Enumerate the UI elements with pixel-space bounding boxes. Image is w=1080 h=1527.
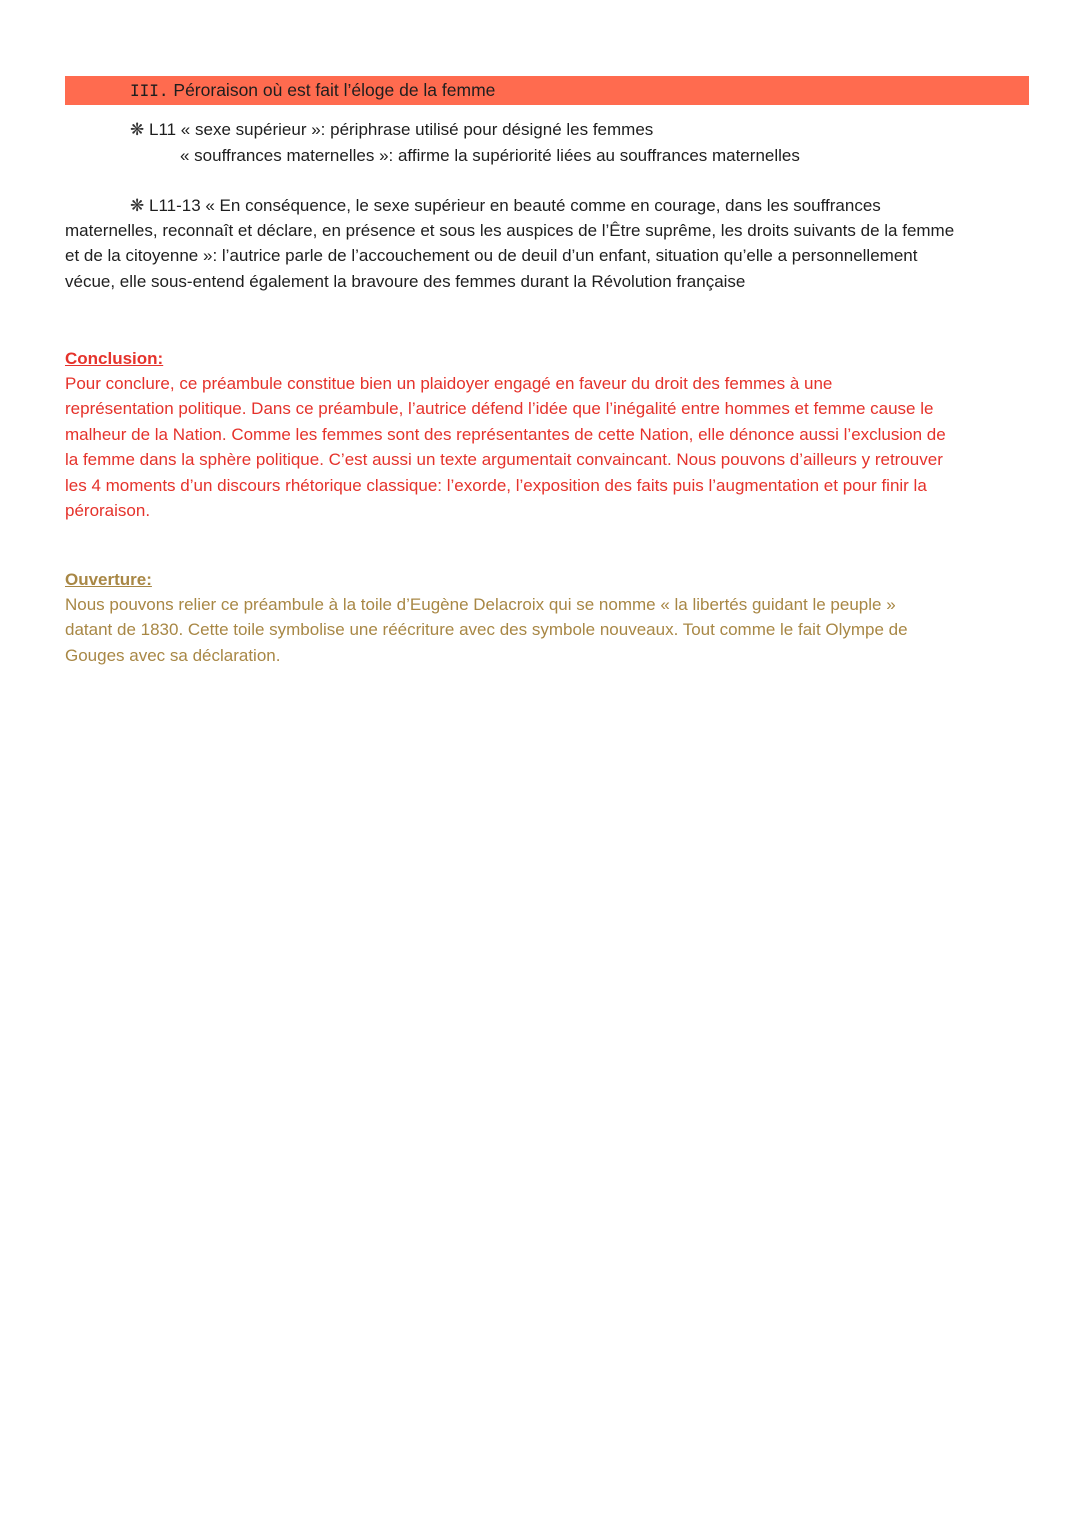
paragraph-line: Nous pouvons relier ce préambule à la toile d’Eugène Delacroix qui se nomme « la libertés guidant le peuple »: [65, 595, 896, 614]
paragraph-line: la femme dans la sphère politique. C’est aussi un texte argumentait convaincant. Nous pouvons d’ailleurs y retrouver: [65, 450, 943, 470]
bullet-item: [130, 117, 653, 142]
paragraph-line: Gouges avec sa déclaration.: [65, 645, 281, 665]
paragraph-line: malheur de la Nation. Comme les femmes sont des représentantes de cette Nation, elle dénonce aussi l’exclusion de: [65, 424, 946, 444]
asterisk-icon: ❋: [130, 120, 145, 139]
bullet-paragraph: [65, 218, 1030, 294]
paragraph-line: et de la citoyenne »: l’autrice parle de l’accouchement ou de deuil d’un enfant, situation qu’elle a personnellement: [65, 246, 918, 266]
paragraph-line: maternelles, reconnaît et déclare, en présence et sous les auspices de l’Être suprême, les droits suivants de la femme: [65, 221, 955, 240]
bullet-text: L11-13 « En conséquence, le sexe supérieur en beauté comme en courage, dans les souffrances: [148, 196, 881, 215]
section-title: [130, 80, 495, 101]
paragraph-line: péroraison.: [65, 501, 151, 521]
paragraph-line: les 4 moments d’un discours rhétorique classique: l’exorde, l’exposition des faits puis l’augmentation et pour finir la: [65, 475, 927, 495]
bullet-item: [130, 193, 881, 218]
asterisk-icon: ❋: [130, 196, 145, 215]
section-number: III.: [130, 81, 169, 100]
conclusion-paragraph: [65, 371, 1030, 523]
section-title-text: Péroraison où est fait l’éloge de la femme: [173, 80, 496, 100]
paragraph-line: Pour conclure, ce préambule constitue bien un plaidoyer engagé en faveur du droit des femmes à une: [65, 374, 833, 393]
ouverture-paragraph: [65, 592, 1030, 668]
section-banner: [65, 76, 1029, 105]
paragraph-line: vécue, elle sous-entend également la bravoure des femmes durant la Révolution française: [65, 271, 746, 291]
bullet-continuation: « souffrances maternelles »: affirme la supériorité liées au souffrances maternelles: [180, 146, 800, 165]
conclusion-heading: Conclusion:: [65, 349, 164, 368]
paragraph-line: représentation politique. Dans ce préambule, l’autrice défend l’idée que l’inégalité entre hommes et femme cause le: [65, 399, 934, 419]
ouverture-heading: Ouverture:: [65, 570, 152, 589]
paragraph-line: datant de 1830. Cette toile symbolise une réécriture avec des symbole nouveaux. Tout comme le fait Olympe de: [65, 620, 908, 640]
bullet-text: L11 « sexe supérieur »: périphrase utilisé pour désigné les femmes: [148, 120, 654, 139]
